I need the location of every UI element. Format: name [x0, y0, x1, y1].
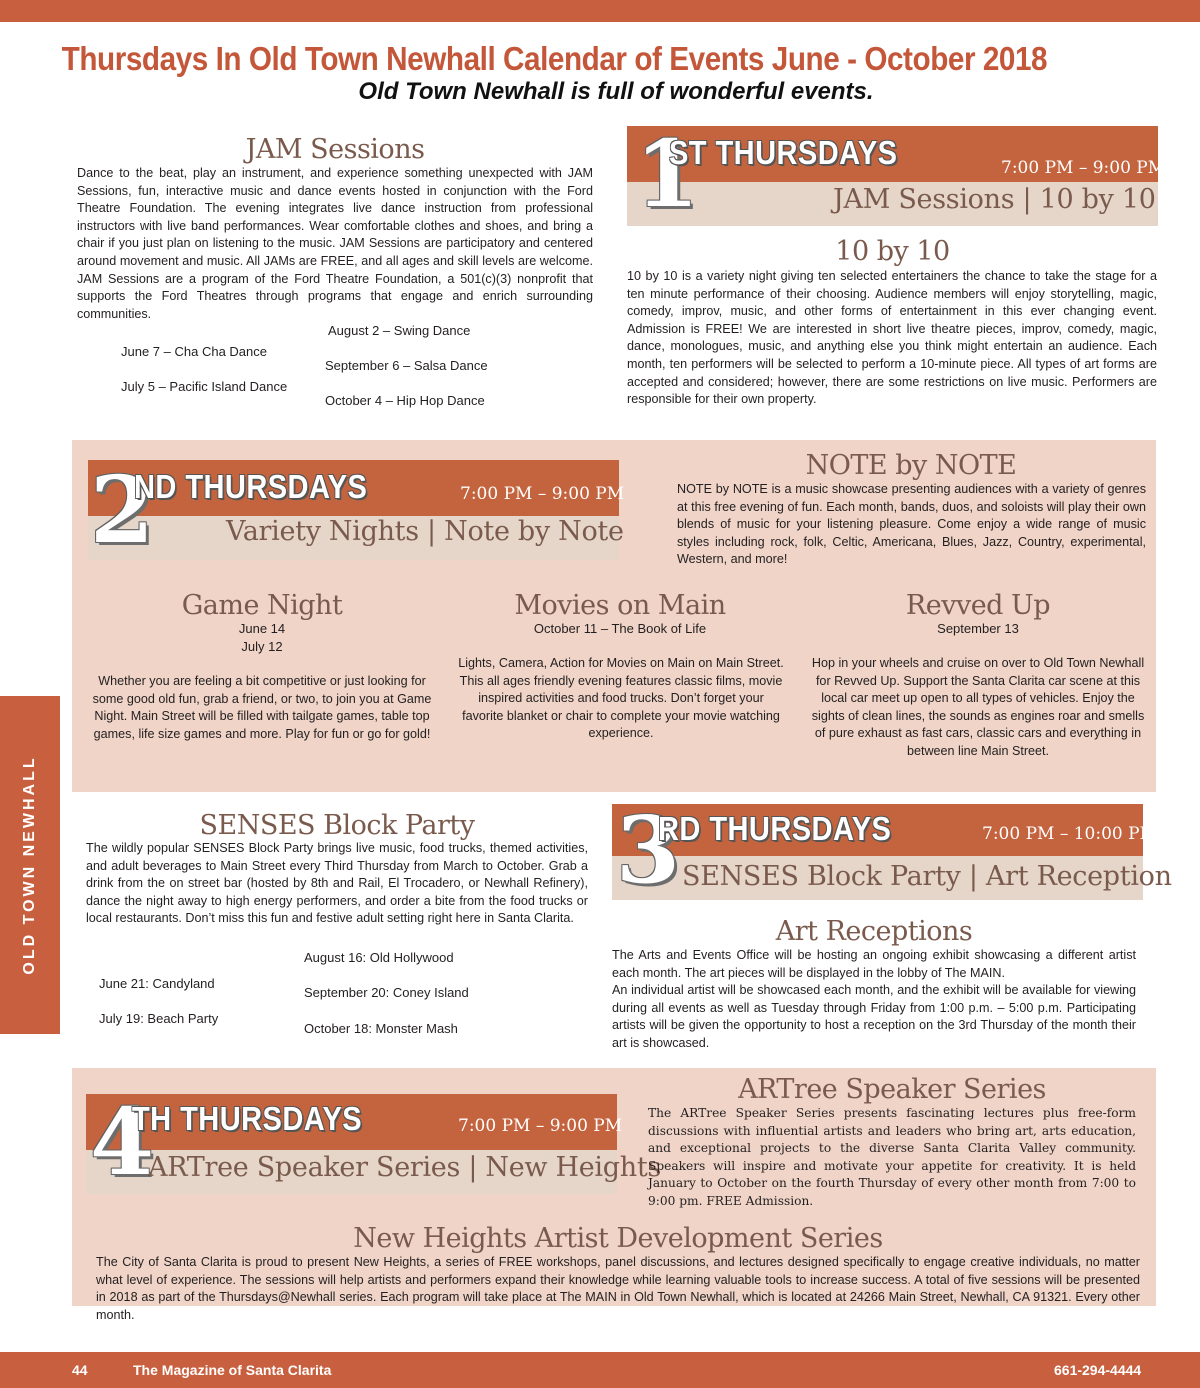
second-thursday-label: ND THURSDAYS	[134, 468, 368, 505]
new-heights-heading: New Heights Artist Development Series	[353, 1223, 883, 1254]
note-by-note-text: NOTE by NOTE is a music showcase presenting audiences with a variety of genres at this free evening of fun. Each month, bands, duos, and soloists will play their own blends of music for your listening pleasure. Come enjoy a wide range of music styles including rock, folk, Celtic, Americana, Blues, Jazz, Country, experimental, Western, and more!	[677, 482, 1146, 567]
side-tab	[0, 696, 60, 1034]
side-tab-label: OLD TOWN NEWHALL	[21, 755, 38, 975]
first-thursday-time: 7:00 PM – 9:00 PM	[1001, 158, 1166, 178]
game-night-text: Whether you are feeling a bit competitive or just looking for some good old fun, grab a friend, or two, to join you at Game Night. Main Street will be filled with tailgate games, table top games, life size games and more. Play for fun or go for gold!	[92, 674, 432, 741]
fourth-thursday-number: 4	[90, 1088, 155, 1196]
jam-date-4: July 5 – Pacific Island Dance	[121, 379, 288, 394]
page-subtitle: Old Town Newhall is full of wonderful events.	[358, 78, 874, 105]
fourth-thursday-events: ARTree Speaker Series | New Heights	[148, 1152, 661, 1183]
second-thursday-number: 2	[90, 456, 155, 564]
new-heights-text: The City of Santa Clarita is proud to present New Heights, a series of FREE workshops, panel discussions, and lectures designed specifically to engage creative individuals, no matter what level of experience. The sessions will help artists and performers expand their knowledge while learning valuable tools to increase success. A total of five sessions will be presented in 2018 as part of the Thursdays@Newhall series. Each program will take place at The MAIN in Old Town Newhall, which is located at 24266 Main Street, Newhall, CA 91321. Every other month.	[96, 1255, 1140, 1322]
page-number: 44	[72, 1362, 88, 1378]
senses-date-1: August 16: Old Hollywood	[304, 950, 454, 965]
third-thursday-banner	[612, 796, 1172, 904]
art-receptions-heading: Art Receptions	[775, 916, 973, 947]
jam-date-2: June 7 – Cha Cha Dance	[121, 344, 267, 359]
movies-on-main-date: October 11 – The Book of Life	[533, 621, 707, 636]
revved-up-date: September 13	[937, 621, 1019, 636]
senses-date-3: September 20: Coney Island	[304, 985, 469, 1000]
art-receptions-text-2: An individual artist will be showcased each month, and the exhibit will be available for viewing during all events as well as Tuesday through Friday from 1:00 p.m. – 5:00 p.m. Participating artists will be given the opportunity to host a reception on the 3rd Thursday of the month their art is showcased.	[612, 983, 1136, 1050]
first-thursday-banner	[627, 120, 1166, 228]
phone-number: 661-294-4444	[1054, 1362, 1142, 1378]
second-thursday-banner	[88, 456, 625, 564]
game-night-heading: Game Night	[181, 590, 343, 621]
top-bar	[0, 0, 1200, 22]
ten-by-ten-heading: 10 by 10	[835, 236, 950, 267]
third-thursday-number: 3	[616, 796, 681, 904]
senses-date-4: July 19: Beach Party	[99, 1011, 219, 1026]
page-title: Thursdays In Old Town Newhall Calendar of Events June - October 2018	[61, 40, 1048, 77]
jam-sessions-heading: JAM Sessions	[245, 134, 425, 165]
jam-date-3: September 6 – Salsa Dance	[325, 358, 488, 373]
second-thursday-events: Variety Nights | Note by Note	[226, 516, 624, 547]
senses-date-5: October 18: Monster Mash	[304, 1021, 458, 1036]
artree-heading: ARTree Speaker Series	[738, 1074, 1046, 1105]
first-thursday-events: JAM Sessions | 10 by 10	[833, 184, 1156, 215]
revved-up-heading: Revved Up	[905, 590, 1051, 621]
magazine-name: The Magazine of Santa Clarita	[133, 1362, 332, 1378]
third-thursday-time: 7:00 PM – 10:00 PM	[982, 824, 1157, 844]
senses-heading: SENSES Block Party	[199, 810, 475, 841]
first-thursday-number: 1	[635, 120, 700, 228]
artree-text: The ARTree Speaker Series presents fascinating lectures plus free-form discussions with influential artists and leaders who bring art, arts education, and exceptional projects to the diverse Santa Clarita Valley community. Speakers will inspire and motivate your appetite for creativity. It is held January to October on the fourth Thursday of every other month from 7:00 to 9:00 pm. FREE Admission.	[648, 1106, 1136, 1208]
fourth-thursday-label: TH THURSDAYS	[132, 1100, 363, 1137]
art-receptions-text-1: The Arts and Events Office will be hosting an ongoing exhibit showcasing a different artist each month. The art pieces will be displayed in the lobby of The MAIN.	[612, 948, 1136, 980]
first-thursday-label: ST THURSDAYS	[669, 134, 898, 171]
third-thursday-events: SENSES Block Party | Art Reception	[682, 861, 1172, 892]
ten-by-ten-text: 10 by 10 is a variety night giving ten selected entertainers the chance to take the stage for a ten minute performance of their choosing. Audience members will enjoy storytelling, magic, comedy, improv, music, and other forms of entertainment in this ever changing event. Admission is FREE! We are interested in short live theatre pieces, improv, comedy, magic, dance, monologues, music, and anything else you think might entertain an audience. Each month, ten performers will be selected to perform a 10-minute piece. All types of art forms are accepted and considered; however, there are some restrictions on live music. Performers are responsible for their own property.	[627, 269, 1157, 407]
second-thursday-time: 7:00 PM – 9:00 PM	[460, 484, 625, 504]
fourth-thursday-time: 7:00 PM – 9:00 PM	[458, 1116, 623, 1136]
fourth-thursday-banner	[86, 1088, 661, 1196]
senses-date-2: June 21: Candyland	[99, 976, 215, 991]
note-by-note-heading: NOTE by NOTE	[805, 450, 1017, 481]
jam-sessions-text: Dance to the beat, play an instrument, and experience something unexpected with JAM Sessions, fun, interactive music and dance events hosted in conjunction with the Ford Theatre Foundation. The evening integrates live dance instruction from professional instructors with live band performances. Wear comfortable clothes and shoes, and bring a chair if you just plan on listening to the music. JAM Sessions are participatory and centered around movement and music. All JAMs are FREE, and all ages and skill levels are welcome. JAM Sessions are a program of the Ford Theatre Foundation, a 501(c)(3) nonprofit that supports the Ford Theatres through programs that engage and enrich surrounding communities.	[77, 166, 593, 321]
game-night-date-2: July 12	[241, 639, 283, 654]
third-thursday-label: RD THURSDAYS	[658, 810, 892, 847]
senses-text: The wildly popular SENSES Block Party brings live music, food trucks, themed activities, and adult beverages to Main Street every Third Thursday from March to October. Grab a drink from the on street bar (hosted by 8th and Rail, El Trocadero, or Newhall Refinery), dance the night away to high energy performers, and order a bite from the food trucks or local restaurants. Don’t miss this fun and festive adult setting right here in Santa Clarita.	[86, 841, 588, 926]
revved-up-text: Hop in your wheels and cruise on over to Old Town Newhall for Revved Up. Support the Santa Clarita car scene at this local car meet up open to all types of vehicles. Enjoy the sights of clean lines, the sounds as engines roar and smells of pure exhaust as fast cars, classic cars and everything in between line Main Street.	[811, 656, 1145, 758]
jam-date-1: August 2 – Swing Dance	[328, 323, 471, 338]
movies-on-main-text: Lights, Camera, Action for Movies on Main on Main Street. This all ages friendly evening features classic films, movie inspired activities and food trucks. Don’t forget your favorite blanket or chair to complete your movie watching experience.	[458, 656, 784, 741]
game-night-date-1: June 14	[238, 621, 286, 636]
jam-date-5: October 4 – Hip Hop Dance	[325, 393, 485, 408]
movies-on-main-heading: Movies on Main	[514, 590, 726, 621]
